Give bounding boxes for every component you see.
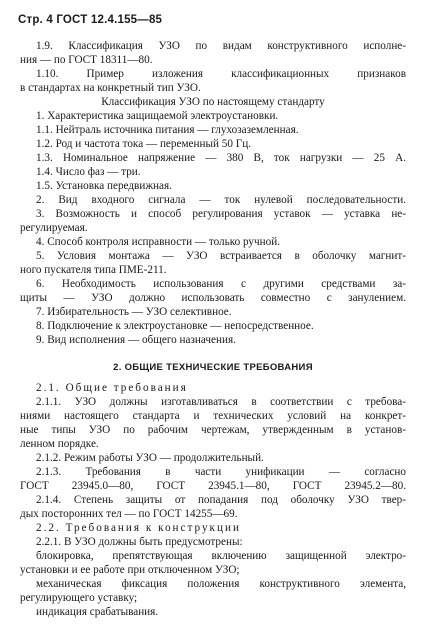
text-line: 6. Необходимость использования с другими средствами за- [36, 278, 406, 290]
text-line: 1.10. Пример изложения классификационных признаков [36, 68, 406, 80]
text-line: 5. Условия монтажа — УЗО встраивается в оболочку магнит- [36, 250, 406, 262]
text-line: 1.2. Род и частота тока — переменный 50 Гц. [36, 138, 252, 150]
text-line: 1.1. Нейтраль источника питания — глухозаземленная. [36, 124, 299, 136]
text-line: 1. Характеристика защищаемой электроустановки. [36, 110, 279, 122]
text-line: 1.4. Число фаз — три. [36, 166, 141, 178]
text-line: дых посторонних тел — по ГОСТ 14255—69. [20, 508, 238, 520]
text-line: регулирующего уставку; [20, 592, 138, 604]
text-line: 2.1.4. Степень защиты от попадания под оболочку УЗО твер- [36, 494, 406, 506]
subsection-title: 2.1. Общие требования [36, 382, 188, 394]
text-line: 8. Подключение к электроустановке — непосредственное. [36, 320, 314, 332]
text-line: индикация срабатывания. [36, 606, 159, 618]
subsection-title: 2.2. Требования к конструкции [36, 522, 241, 534]
text-line: 9. Вид исполнения — общего назначения. [36, 334, 236, 346]
text-line: 7. Избирательность — УЗО селективное. [36, 306, 232, 318]
text-line: установки и ее работе при отключенном УЗО; [20, 564, 240, 576]
text-line: ного пускателя типа ПМЕ-211. [20, 264, 167, 276]
text-line: блокировка, препятствующая включению защищенной электро- [36, 550, 406, 562]
classification-heading: Классификация УЗО по настоящему стандарту [101, 96, 325, 108]
text-line: 4. Способ контроля исправности — только ручной. [36, 236, 281, 248]
text-line: ленном порядке. [20, 438, 99, 450]
text-line: ния — по ГОСТ 18311—80. [20, 54, 153, 66]
text-line: 1.5. Установка передвижная. [36, 180, 172, 192]
text-line: механическая фиксация положения конструктивного элемента, [36, 578, 406, 590]
text-line: 3. Возможность и способ регулирования уставок — уставка не- [36, 208, 406, 220]
text-line: 2. Вид входного сигнала — ток нулевой последовательности. [36, 194, 406, 206]
text-line: ГОСТ 23945.0—80, ГОСТ 23945.1—80, ГОСТ 23945.2—80. [20, 480, 406, 492]
text-line: регулируемая. [20, 222, 88, 234]
text-line: 1.9. Классификация УЗО по видам конструктивного исполне- [36, 40, 406, 52]
text-line: 2.1.3. Требования в части унификации — согласно [36, 466, 406, 478]
text-line: ниями настоящего стандарта и технических условий на конкрет- [20, 410, 406, 422]
section-2-title: 2. ОБЩИЕ ТЕХНИЧЕСКИЕ ТРЕБОВАНИЯ [113, 362, 313, 373]
text-line: 2.2.1. В УЗО должны быть предусмотрены: [36, 536, 243, 548]
page-header: Стр. 4 ГОСТ 12.4.155—85 [18, 14, 163, 26]
text-line: щиты — УЗО должно использовать совместно с занулением. [20, 292, 406, 304]
text-line: 2.1.1. УЗО должны изготавливаться в соответствии с требова- [36, 396, 406, 408]
text-line: ные типы УЗО по рабочим чертежам, утвержденным в установ- [20, 424, 406, 436]
text-line: 2.1.2. Режим работы УЗО — продолжительный. [36, 452, 264, 464]
text-line: 1.3. Номинальное напряжение — 380 В, ток нагрузки — 25 А. [36, 152, 406, 164]
text-line: в стандартах на конкретный тип УЗО. [20, 82, 201, 94]
